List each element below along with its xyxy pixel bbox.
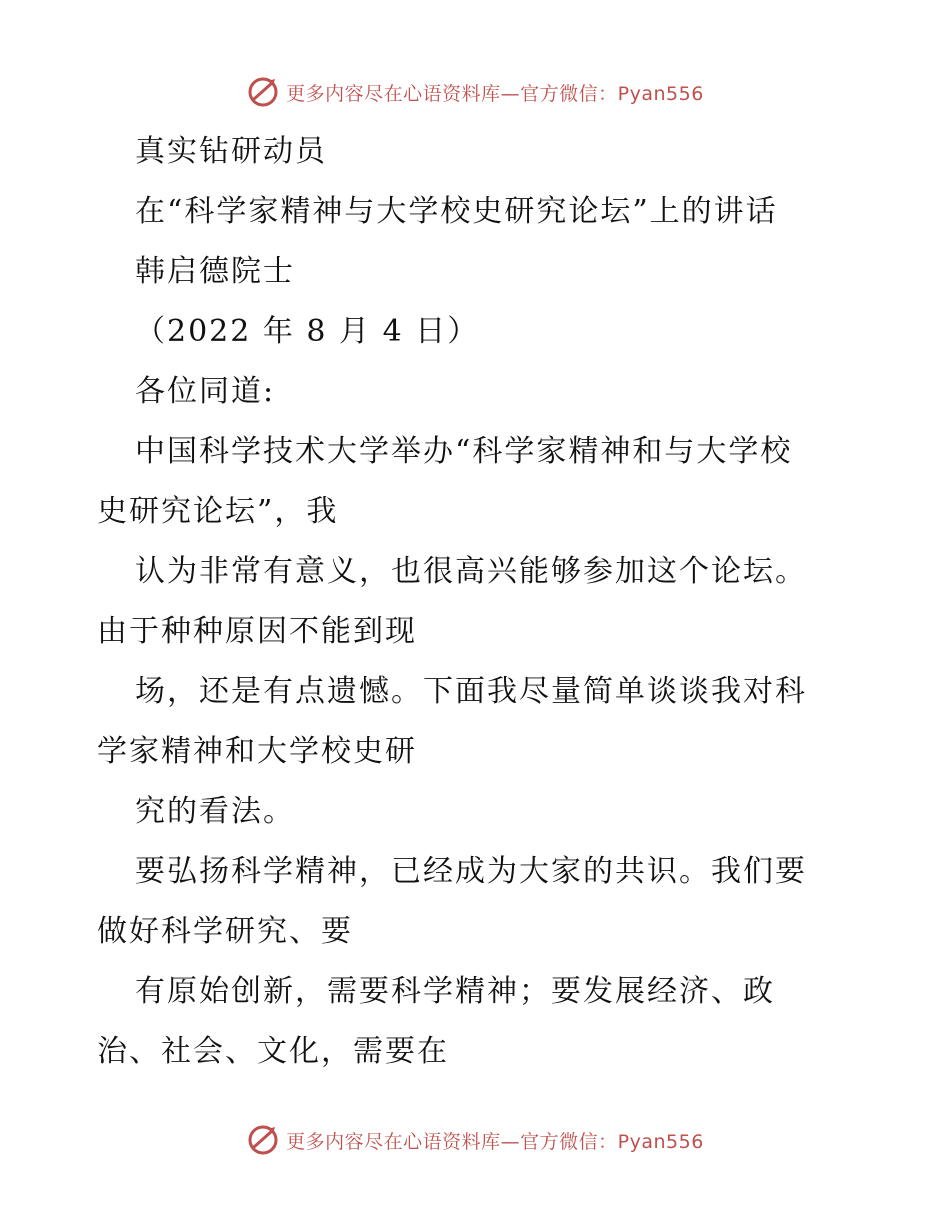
text-line: 做好科学研究、要 (97, 914, 353, 949)
text-line: 由于种种原因不能到现 (97, 614, 417, 649)
text-line: （2022 年 8 月 4 日） (135, 314, 480, 349)
document-body (97, 122, 857, 1082)
text-line: 要弘扬科学精神，已经成为大家的共识。我们要 (135, 854, 807, 889)
text-line: 学家精神和大学校史研 (97, 734, 417, 769)
text-line: 究的看法。 (135, 794, 295, 829)
footer-watermark (0, 1120, 950, 1160)
text-line: 韩启德院士 (135, 254, 295, 289)
text-line: 有原始创新，需要科学精神；要发展经济、政 (135, 974, 775, 1009)
text-line: 史研究论坛”，我 (97, 494, 339, 529)
watermark-text: 更多内容尽在心语资料库—官方微信：Pyan556 (286, 1130, 704, 1153)
text-line: 各位同道: (135, 374, 276, 409)
text-line: 场，还是有点遗憾。下面我尽量简单谈谈我对科 (135, 674, 807, 709)
header-watermark (0, 72, 950, 112)
brand-logo-icon (246, 1123, 280, 1157)
text-line: 在“科学家精神与大学校史研究论坛”上的讲话 (135, 194, 778, 229)
text-line: 中国科学技术大学举办“科学家精神和与大学校 (135, 434, 793, 469)
text-line: 真实钻研动员 (135, 134, 327, 169)
text-line: 治、社会、文化，需要在 (97, 1034, 449, 1069)
text-line: 认为非常有意义，也很高兴能够参加这个论坛。 (135, 554, 807, 589)
watermark-text: 更多内容尽在心语资料库—官方微信：Pyan556 (286, 82, 704, 105)
brand-logo-icon (246, 75, 280, 109)
